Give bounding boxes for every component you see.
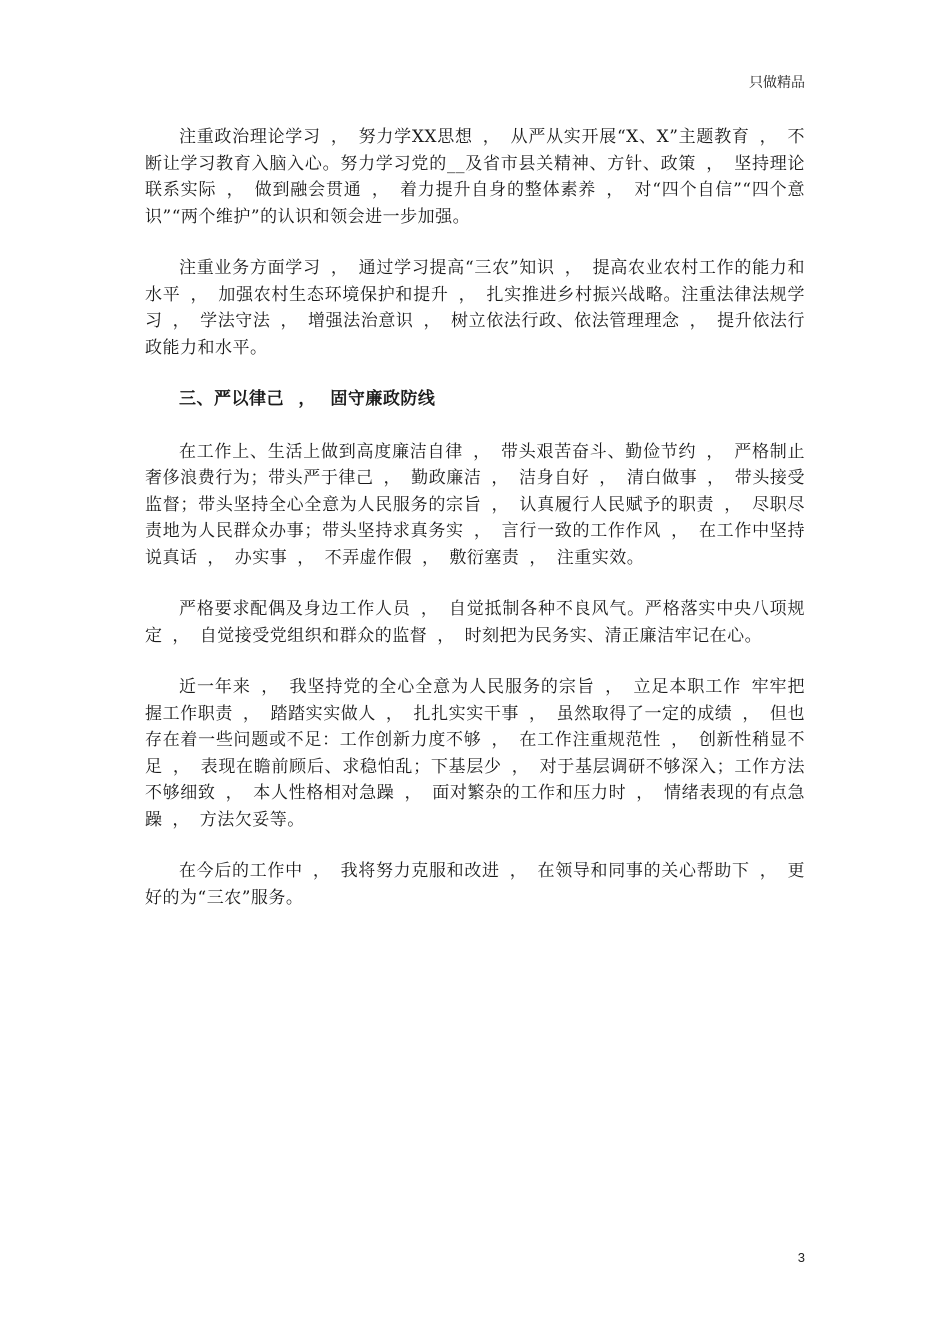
- paragraph-business-study: 注重业务方面学习 ， 通过学习提高“三农”知识 ， 提高农业农村工作的能力和水平 ， 加强农村生态环境保护和提升 ， 扎实推进乡村振兴战略。注重法律法规学习 ， 学法守法 ， 增强法治意识 ， 树立依法行政、依法管理理念 ， 提升依法行政能力和水平。: [145, 258, 805, 358]
- page-number: 3: [797, 1250, 805, 1265]
- paragraph-political-study: 注重政治理论学习 ， 努力学XX思想 ， 从严从实开展“X、X”主题教育 ， 不断让学习教育入脑入心。努力学习党的__及省市县关精神、方针、政策 ， 坚持理论联系实际 ， 做到融会贯通 ， 着力提升自身的整体素养 ， 对“四个自信”“四个意识”“两个维护”的认识和领会进一步加强。: [145, 127, 805, 227]
- paragraph-future-work: 在今后的工作中 ， 我将努力克服和改进 ， 在领导和同事的关心帮助下 ， 更好的为“三农”服务。: [145, 861, 805, 908]
- paragraph-family-requirements: 严格要求配偶及身边工作人员 ， 自觉抵制各种不良风气。严格落实中央八项规定 ， 自觉接受党组织和群众的监督 ， 时刻把为民务实、清正廉洁牢记在心。: [145, 599, 805, 646]
- paragraph-shortcomings: 近一年来 ， 我坚持党的全心全意为人民服务的宗旨 ， 立足本职工作 牢牢把握工作职责 ， 踏踏实实做人 ， 扎扎实实干事 ， 虽然取得了一定的成绩 ， 但也存在着一些问题或不足：工作创新力度不够 ， 在工作注重规范性 ， 创新性稍显不足 ， 表现在瞻前顾后、求稳怕乱；下基层少 ， 对于基层调研不够深入；工作方法不够细致 ， 本人性格相对急躁 ， 面对繁杂的工作和压力时 ， 情绪表现的有点急躁 ， 方法欠妥等。: [145, 677, 805, 830]
- header-note: 只做精品: [749, 75, 805, 91]
- section-heading: 三、严以律己 ， 固守廉政防线: [179, 389, 436, 409]
- document-body: [145, 124, 805, 936]
- paragraph-self-discipline: 在工作上、生活上做到高度廉洁自律 ， 带头艰苦奋斗、勤俭节约 ， 严格制止奢侈浪费行为；带头严于律己 ， 勤政廉洁 ， 洁身自好 ， 清白做事 ， 带头接受监督；带头坚持全心全意为人民服务的宗旨 ， 认真履行人民赋予的职责 ， 尽职尽责地为人民群众办事；带头坚持求真务实 ， 言行一致的工作作风 ， 在工作中坚持说真话 ， 办实事 ， 不弄虚作假 ， 敷衍塞责 ， 注重实效。: [145, 441, 805, 568]
